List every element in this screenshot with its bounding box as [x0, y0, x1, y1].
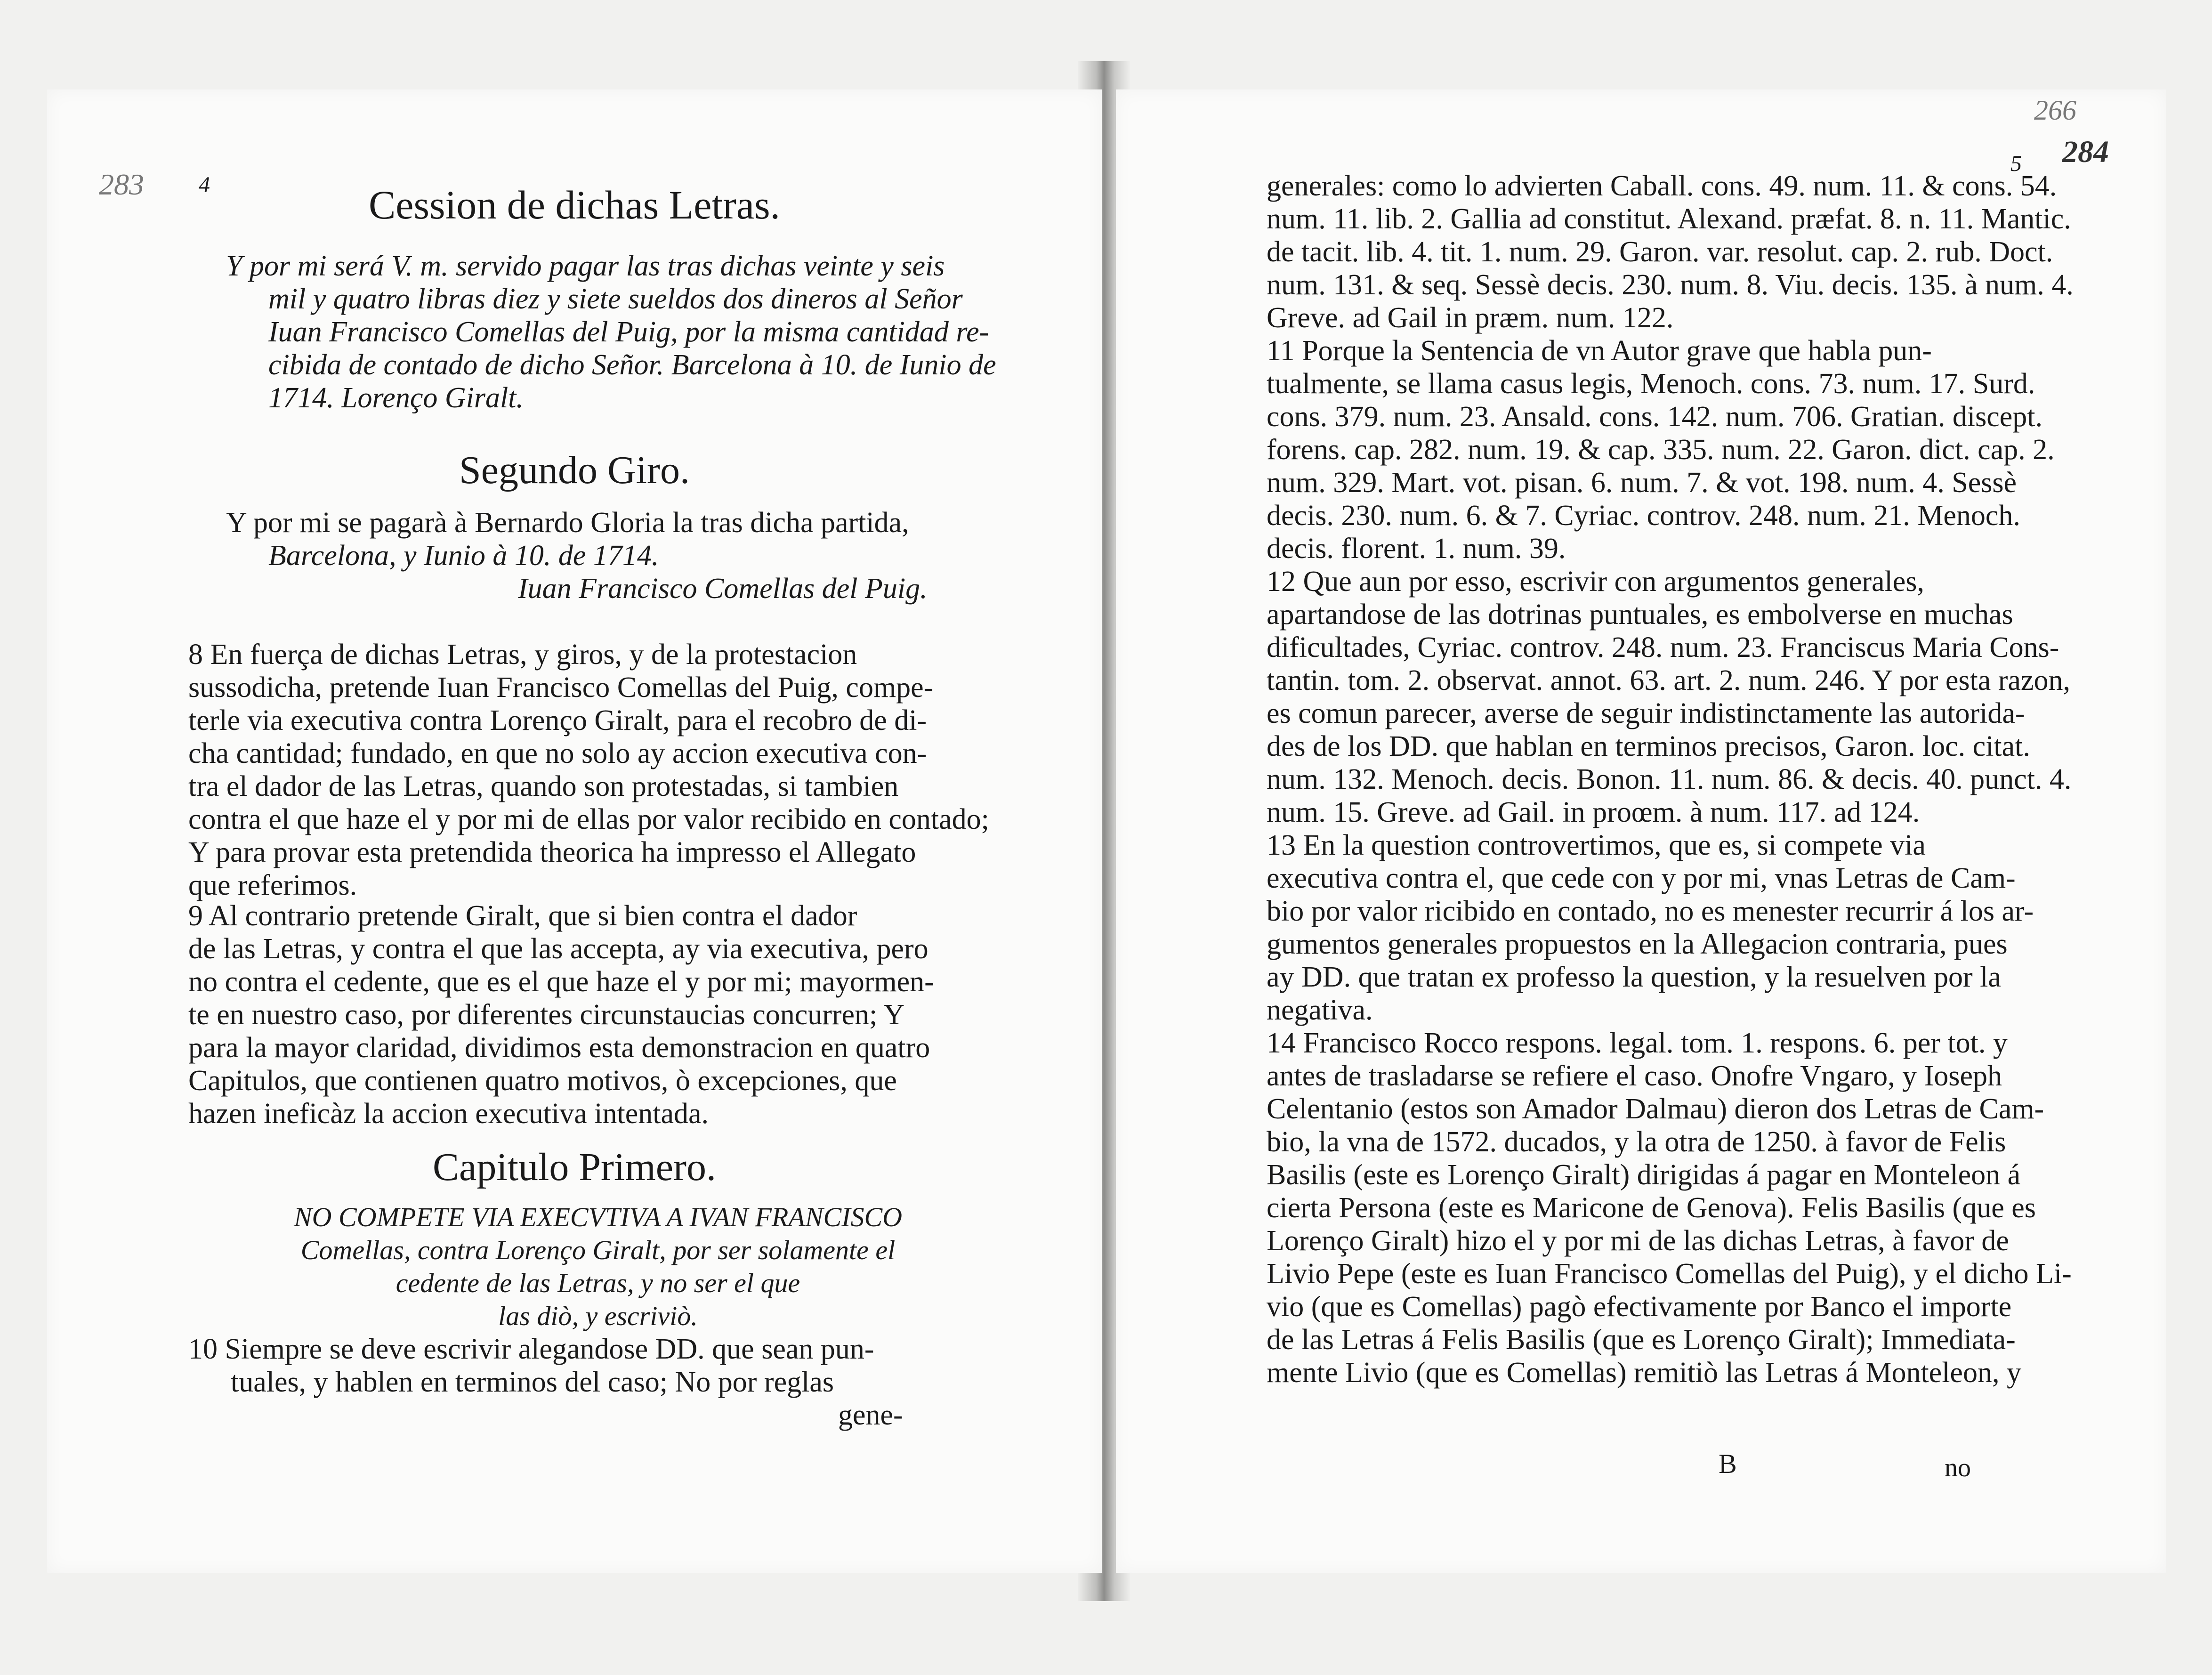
left-page [47, 89, 1102, 1573]
giro-text [226, 506, 928, 605]
text-line: Basilis (este es Lorenço Giralt) dirigidas á pagar en Monteleon á [1267, 1159, 2021, 1191]
heading-cession: Cession de dichas Letras. [368, 182, 781, 227]
text-line: que referimos. [188, 869, 357, 901]
text-line: Capitulos, que contienen quatro motivos, ò excepciones, que [188, 1065, 897, 1097]
text-line: tra el dador de las Letras, quando son protestadas, si tambien [188, 770, 899, 802]
text-line: bio, la vna de 1572. ducados, y la otra de 1250. à favor de Felis [1267, 1126, 2006, 1158]
handwritten-note: 283 [99, 168, 144, 201]
handwritten-folio: 284 [2062, 135, 2109, 169]
text-line: 14 Francisco Rocco respons. legal. tom. 1. respons. 6. per tot. y [1267, 1027, 2008, 1059]
capitulo-summary [188, 1201, 1008, 1333]
text-line: cons. 379. num. 23. Ansald. cons. 142. num. 706. Gratian. discept. [1267, 401, 2042, 433]
text-line: num. 15. Greve. ad Gail. in proœm. à num. 117. ad 124. [1267, 796, 1920, 828]
text-line: hazen ineficàz la accion executiva intentada. [188, 1098, 709, 1130]
text-line: Comellas, contra Lorenço Giralt, por ser solamente el [300, 1235, 896, 1265]
text-line: Y por mi se pagarà à Bernardo Gloria la tras dicha partida, [226, 507, 909, 539]
text-line: NO COMPETE VIA EXECVTIVA A IVAN FRANCISCO [293, 1202, 903, 1232]
text-line: num. 132. Menoch. decis. Bonon. 11. num. 86. & decis. 40. punct. 4. [1267, 763, 2072, 795]
text-line: para la mayor claridad, dividimos esta demonstracion en quatro [188, 1032, 930, 1064]
catchword: no [1945, 1453, 1971, 1482]
text-line: sussodicha, pretende Iuan Francisco Comellas del Puig, compe- [188, 672, 934, 704]
text-line: 13 En la question controvertimos, que es, si compete via [1267, 829, 1926, 861]
text-line: 1714. Lorenço Giralt. [268, 382, 524, 414]
catchword: gene- [838, 1399, 903, 1431]
handwritten-note: 266 [2034, 95, 2076, 126]
text-line: 11 Porque la Sentencia de vn Autor grave que habla pun- [1267, 335, 1932, 367]
heading-capitulo-primero: Capitulo Primero. [433, 1145, 716, 1189]
text-line: cibida de contado de dicho Señor. Barcelona à 10. de Iunio de [268, 349, 996, 381]
text-line: Livio Pepe (este es Iuan Francisco Comellas del Puig), y el dicho Li- [1267, 1258, 2072, 1290]
text-line: de las Letras, y contra el que las accepta, ay via executiva, pero [188, 933, 928, 965]
text-line: las diò, y escriviò. [498, 1301, 698, 1331]
right-page [1116, 89, 2166, 1573]
text-line: Greve. ad Gail in præm. num. 122. [1267, 302, 1674, 334]
text-line: de las Letras á Felis Basilis (que es Lorenço Giralt); Immediata- [1267, 1324, 2016, 1356]
signature-mark: B [1719, 1448, 1737, 1479]
right-body-text [1267, 170, 2074, 1389]
text-line: no contra el cedente, que es el que haze el y por mi; mayormen- [188, 966, 934, 998]
text-line: gumentos generales propuestos en la Allegacion contraria, pues [1267, 928, 2008, 960]
text-line: vio (que es Comellas) pagò efectivamente por Banco el importe [1267, 1291, 2012, 1323]
text-line: negativa. [1267, 994, 1373, 1026]
text-line: Iuan Francisco Comellas del Puig, por la misma cantidad re- [268, 316, 989, 348]
text-line: antes de trasladarse se refiere el caso. Onofre Vngaro, y Ioseph [1267, 1060, 2002, 1092]
signature-line: Iuan Francisco Comellas del Puig. [518, 573, 928, 605]
text-line: cedente de las Letras, y no ser el que [396, 1268, 800, 1298]
text-line: cha cantidad; fundado, en que no solo ay accion executiva con- [188, 737, 927, 769]
text-line: contra el que haze el y por mi de ellas por valor recibido en contado; [188, 803, 989, 835]
text-line: Celentanio (estos son Amador Dalmau) dieron dos Letras de Cam- [1267, 1093, 2044, 1125]
text-line: cierta Persona (este es Maricone de Genova). Felis Basilis (que es [1267, 1192, 2036, 1224]
text-line: apartandose de las dotrinas puntuales, es embolverse en muchas [1267, 599, 2013, 631]
left-page-number: 4 [199, 172, 210, 197]
text-line: 12 Que aun por esso, escrivir con argumentos generales, [1267, 566, 1924, 598]
text-line: Y por mi será V. m. servido pagar las tras dichas veinte y seis [226, 250, 945, 282]
text-line: num. 131. & seq. Sessè decis. 230. num. 8. Viu. decis. 135. à num. 4. [1267, 269, 2074, 301]
text-line: dificultades, Cyriac. controv. 248. num. 23. Franciscus Maria Cons- [1267, 631, 2059, 664]
text-line: decis. florent. 1. num. 39. [1267, 533, 1566, 565]
text-line: te en nuestro caso, por diferentes circunstaucias concurren; Y [188, 999, 905, 1031]
heading-segundo-giro: Segundo Giro. [459, 448, 690, 492]
text-line: terle via executiva contra Lorenço Giralt, para el recobro de di- [188, 704, 927, 736]
paragraph-8 [188, 638, 989, 902]
text-line: 10 Siempre se deve escrivir alegandose DD. que sean pun- [188, 1333, 874, 1365]
cession-text [226, 250, 996, 414]
paragraph-9 [188, 899, 934, 1130]
text-line: tantin. tom. 2. observat. annot. 63. art. 2. num. 246. Y por esta razon, [1267, 664, 2070, 696]
text-line: de tacit. lib. 4. tit. 1. num. 29. Garon. var. resolut. cap. 2. rub. Doct. [1267, 236, 2053, 268]
text-line: des de los DD. que hablan en terminos precisos, Garon. loc. citat. [1267, 730, 2030, 762]
text-line: es comun parecer, averse de seguir indistinctamente las autorida- [1267, 697, 2025, 729]
text-line: Lorenço Giralt) hizo el y por mi de las dichas Letras, à favor de [1267, 1225, 2009, 1257]
text-line: num. 11. lib. 2. Gallia ad constitut. Alexand. præfat. 8. n. 11. Mantic. [1267, 203, 2071, 235]
text-line: mil y quatro libras diez y siete sueldos dos dineros al Señor [268, 283, 963, 315]
text-line: Barcelona, y Iunio à 10. de 1714. [268, 540, 659, 572]
text-line: forens. cap. 282. num. 19. & cap. 335. num. 22. Garon. dict. cap. 2. [1267, 434, 2055, 466]
text-line: executiva contra el, que cede con y por mi, vnas Letras de Cam- [1267, 862, 2016, 894]
text-line: tuales, y hablen en terminos del caso; No por reglas [231, 1366, 834, 1398]
text-line: generales: como lo advierten Caball. cons. 49. num. 11. & cons. 54. [1267, 170, 2057, 202]
text-line: 8 En fuerça de dichas Letras, y giros, y de la protestacion [188, 639, 857, 671]
paragraph-10 [188, 1333, 903, 1432]
text-line: num. 329. Mart. vot. pisan. 6. num. 7. & vot. 198. num. 4. Sessè [1267, 467, 2017, 499]
text-line: 9 Al contrario pretende Giralt, que si bien contra el dador [188, 900, 857, 932]
text-line: bio por valor ricibido en contado, no es menester recurrir á los ar- [1267, 895, 2034, 927]
text-line: decis. 230. num. 6. & 7. Cyriac. controv. 248. num. 21. Menoch. [1267, 500, 2020, 532]
text-line: mente Livio (que es Comellas) remitiò las Letras á Monteleon, y [1267, 1357, 2021, 1389]
text-line: Y para provar esta pretendida theorica ha impresso el Allegato [188, 836, 916, 868]
right-page-number: 5 [2010, 151, 2022, 176]
text-line: tualmente, se llama casus legis, Menoch. cons. 73. num. 17. Surd. [1267, 368, 2035, 400]
text-line: ay DD. que tratan ex professo la question, y la resuelven por la [1267, 961, 2001, 993]
